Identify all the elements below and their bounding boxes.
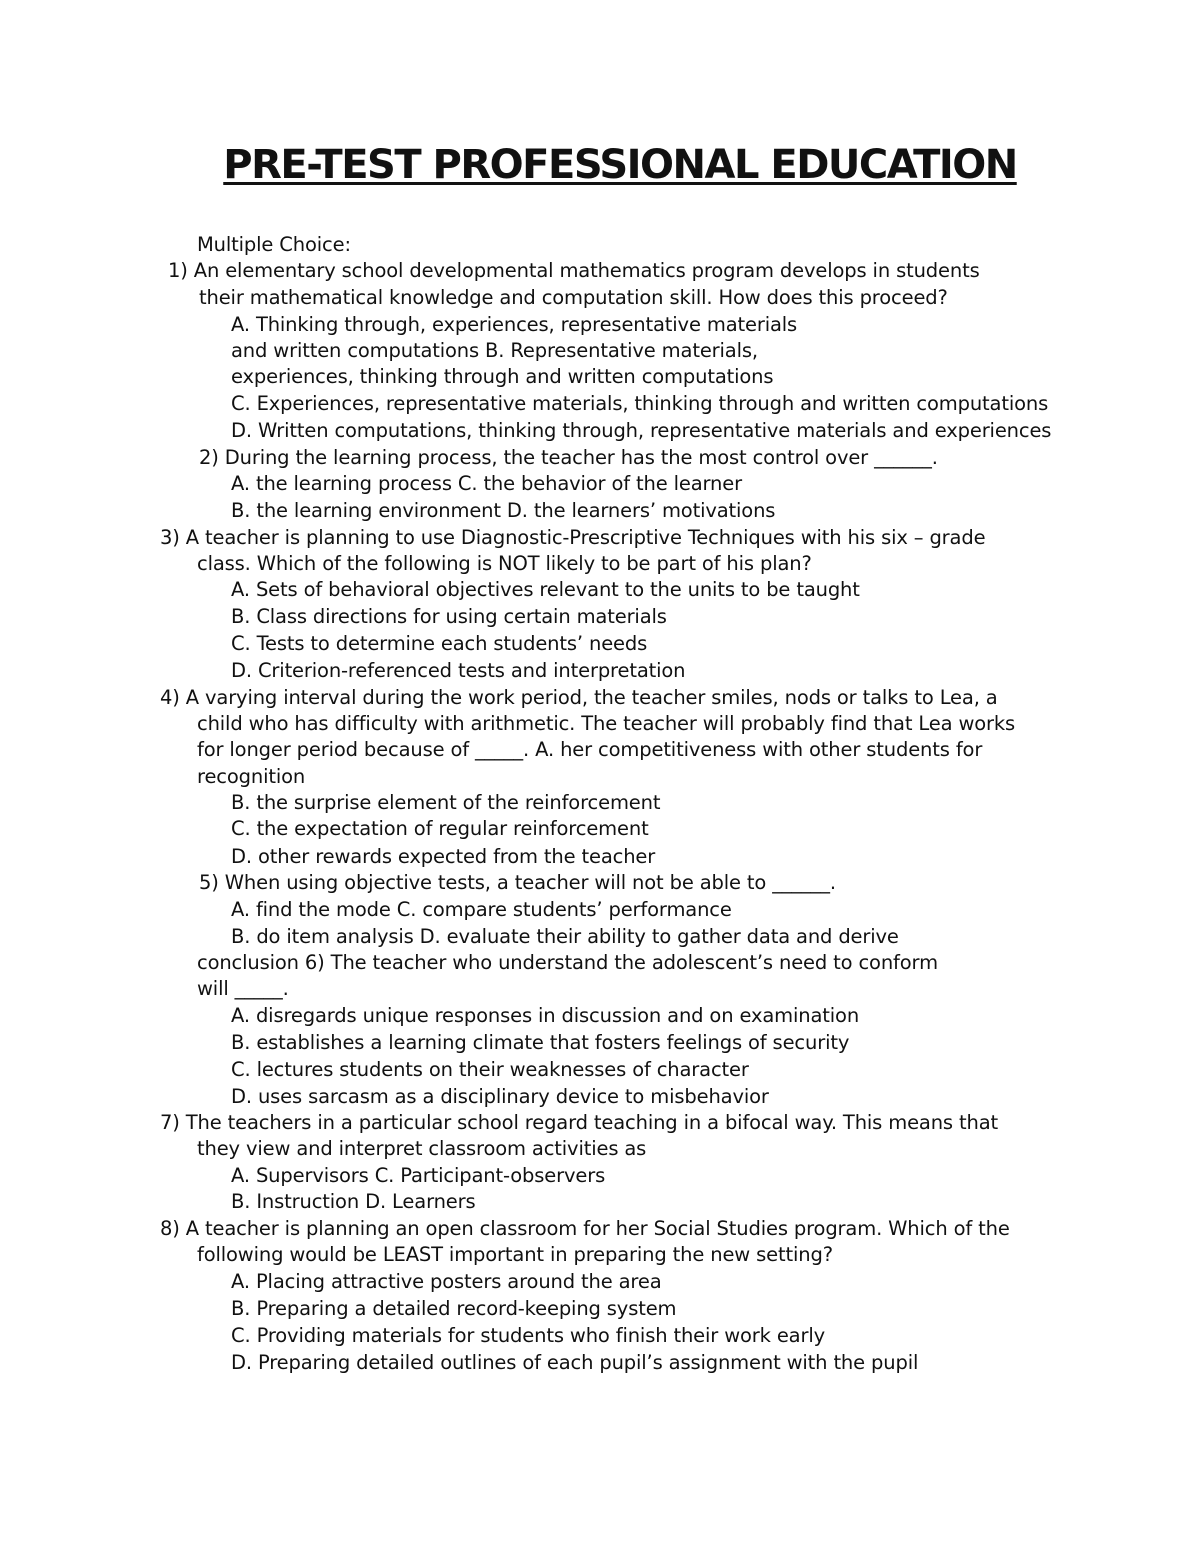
question-6-choice-c: C. lectures students on their weaknesses of character	[231, 1058, 749, 1081]
question-4-choice-c: C. the expectation of regular reinforcement	[231, 817, 649, 840]
question-6-choice-d: D. uses sarcasm as a disciplinary device to misbehavior	[231, 1085, 769, 1108]
question-5-choices-bd: B. do item analysis D. evaluate their ability to gather data and derive	[231, 925, 899, 948]
question-8-line-2: following would be LEAST important in preparing the new setting?	[197, 1243, 833, 1266]
question-3-choice-a: A. Sets of behavioral objectives relevant to the units to be taught	[231, 578, 860, 601]
question-1-line-1: 1) An elementary school developmental mathematics program develops in students	[168, 259, 980, 282]
question-2-choices-ac: A. the learning process C. the behavior of the learner	[231, 472, 742, 495]
question-1-choice-c: C. Experiences, representative materials, thinking through and written computations	[231, 392, 1049, 415]
question-5: 5) When using objective tests, a teacher will not be able to ______.	[199, 871, 836, 894]
question-6-line-2: will _____.	[197, 977, 289, 1000]
question-7-line-2: they view and interpret classroom activities as	[197, 1137, 647, 1160]
question-6-choice-b: B. establishes a learning climate that fosters feelings of security	[231, 1031, 850, 1054]
question-3-line-1: 3) A teacher is planning to use Diagnostic-Prescriptive Techniques with his six – grade	[160, 526, 986, 549]
question-2: 2) During the learning process, the teacher has the most control over ______.	[199, 446, 938, 469]
question-4-choice-d: D. other rewards expected from the teacher	[231, 845, 656, 868]
question-8-choice-a: A. Placing attractive posters around the area	[231, 1270, 662, 1293]
question-1-choice-line: and written computations B. Representative materials,	[231, 339, 758, 362]
question-4-line-3: for longer period because of _____. A. her competitiveness with other students for	[197, 738, 983, 761]
question-1-choice-d: D. Written computations, thinking through, representative materials and experiences	[231, 419, 1052, 442]
question-6-choice-a: A. disregards unique responses in discussion and on examination	[231, 1004, 860, 1027]
question-5-choices-ac: A. find the mode C. compare students’ performance	[231, 898, 732, 921]
question-4-line-1: 4) A varying interval during the work period, the teacher smiles, nods or talks to Lea, a	[160, 686, 998, 709]
question-7-choices-ac: A. Supervisors C. Participant-observers	[231, 1164, 606, 1187]
question-3-choice-c: C. Tests to determine each students’ needs	[231, 632, 648, 655]
question-3-choice-d: D. Criterion-referenced tests and interpretation	[231, 659, 686, 682]
question-3-line-2: class. Which of the following is NOT likely to be part of his plan?	[197, 552, 812, 575]
question-4-choice-b: B. the surprise element of the reinforcement	[231, 791, 661, 814]
question-7-choices-bd: B. Instruction D. Learners	[231, 1190, 476, 1213]
question-8-choice-d: D. Preparing detailed outlines of each pupil’s assignment with the pupil	[231, 1351, 919, 1374]
question-1-choice-line: experiences, thinking through and written computations	[231, 365, 774, 388]
question-8-choice-b: B. Preparing a detailed record-keeping system	[231, 1297, 677, 1320]
question-7-line-1: 7) The teachers in a particular school regard teaching in a bifocal way. This means that	[160, 1111, 998, 1134]
question-3-choice-b: B. Class directions for using certain materials	[231, 605, 667, 628]
question-4-line-2: child who has difficulty with arithmetic. The teacher will probably find that Lea works	[197, 712, 1016, 735]
question-8-choice-c: C. Providing materials for students who finish their work early	[231, 1324, 826, 1347]
question-6-line-1: conclusion 6) The teacher who understand the adolescent’s need to conform	[197, 951, 938, 974]
question-1-choice-line: A. Thinking through, experiences, representative materials	[231, 313, 798, 336]
question-1-line-2: their mathematical knowledge and computation skill. How does this proceed?	[199, 286, 948, 309]
section-heading: Multiple Choice:	[197, 233, 351, 256]
question-4-line-4: recognition	[197, 765, 306, 788]
question-8-line-1: 8) A teacher is planning an open classroom for her Social Studies program. Which of the	[160, 1217, 1010, 1240]
question-2-choices-bd: B. the learning environment D. the learners’ motivations	[231, 499, 776, 522]
document-title: PRE-TEST PROFESSIONAL EDUCATION	[223, 142, 1017, 188]
